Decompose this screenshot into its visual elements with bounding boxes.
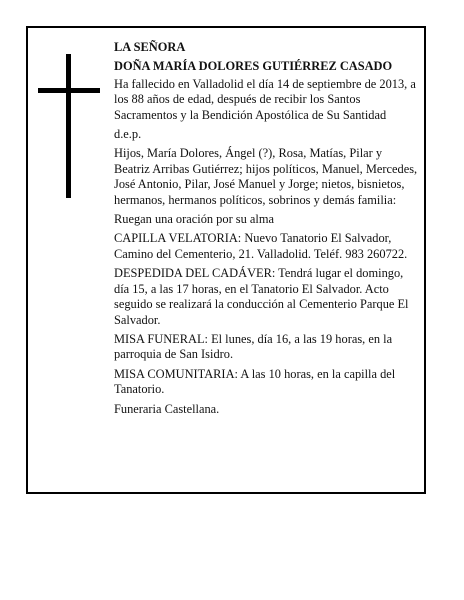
obituary-text [114, 40, 420, 421]
community-mass: MISA COMUNITARIA: A las 10 horas, en la capilla del Tanatorio. [114, 366, 396, 397]
deceased-name: DOÑA MARÍA DOLORES GUTIÉRREZ CASADO [114, 59, 393, 74]
farewell: DESPEDIDA DEL CADÁVER: Tendrá lugar el domingo, día 15, a las 17 horas, en el Tanatorio El Salvador. Acto seguido se realizará la conducción al Cementerio Parque El Salvador. [114, 266, 409, 327]
announcement: Ha fallecido en Valladolid el día 14 de septiembre de 2013, a los 88 años de edad, después de recibir los Santos Sacramentos y la Bendición Apostólica de Su Santidad [114, 76, 416, 122]
cross-icon [38, 54, 100, 198]
chapel: CAPILLA VELATORIA: Nuevo Tanatorio El Salvador, Camino del Cementerio, 21. Valladolid. Teléf. 983 260722. [114, 231, 408, 261]
cross-horizontal-bar [38, 88, 100, 93]
family: Hijos, María Dolores, Ángel (?), Rosa, Matías, Pilar y Beatriz Arribas Gutiérrez; hijos políticos, Manuel, Mercedes, José Antonio, Pilar, José Manuel y Jorge; nietos, bisnietos, hermanos, hermanos políticos, sobrinos y demás familia: [114, 146, 418, 207]
funeral-mass: MISA FUNERAL: El lunes, día 16, a las 19 horas, en la parroquia de San Isidro. [114, 331, 393, 362]
prayer: Ruegan una oración por su alma [114, 212, 274, 227]
title: LA SEÑORA [114, 40, 186, 54]
funeral-home: Funeraria Castellana. [114, 401, 220, 416]
cross-vertical-bar [66, 54, 71, 198]
dep: d.e.p. [114, 127, 142, 142]
